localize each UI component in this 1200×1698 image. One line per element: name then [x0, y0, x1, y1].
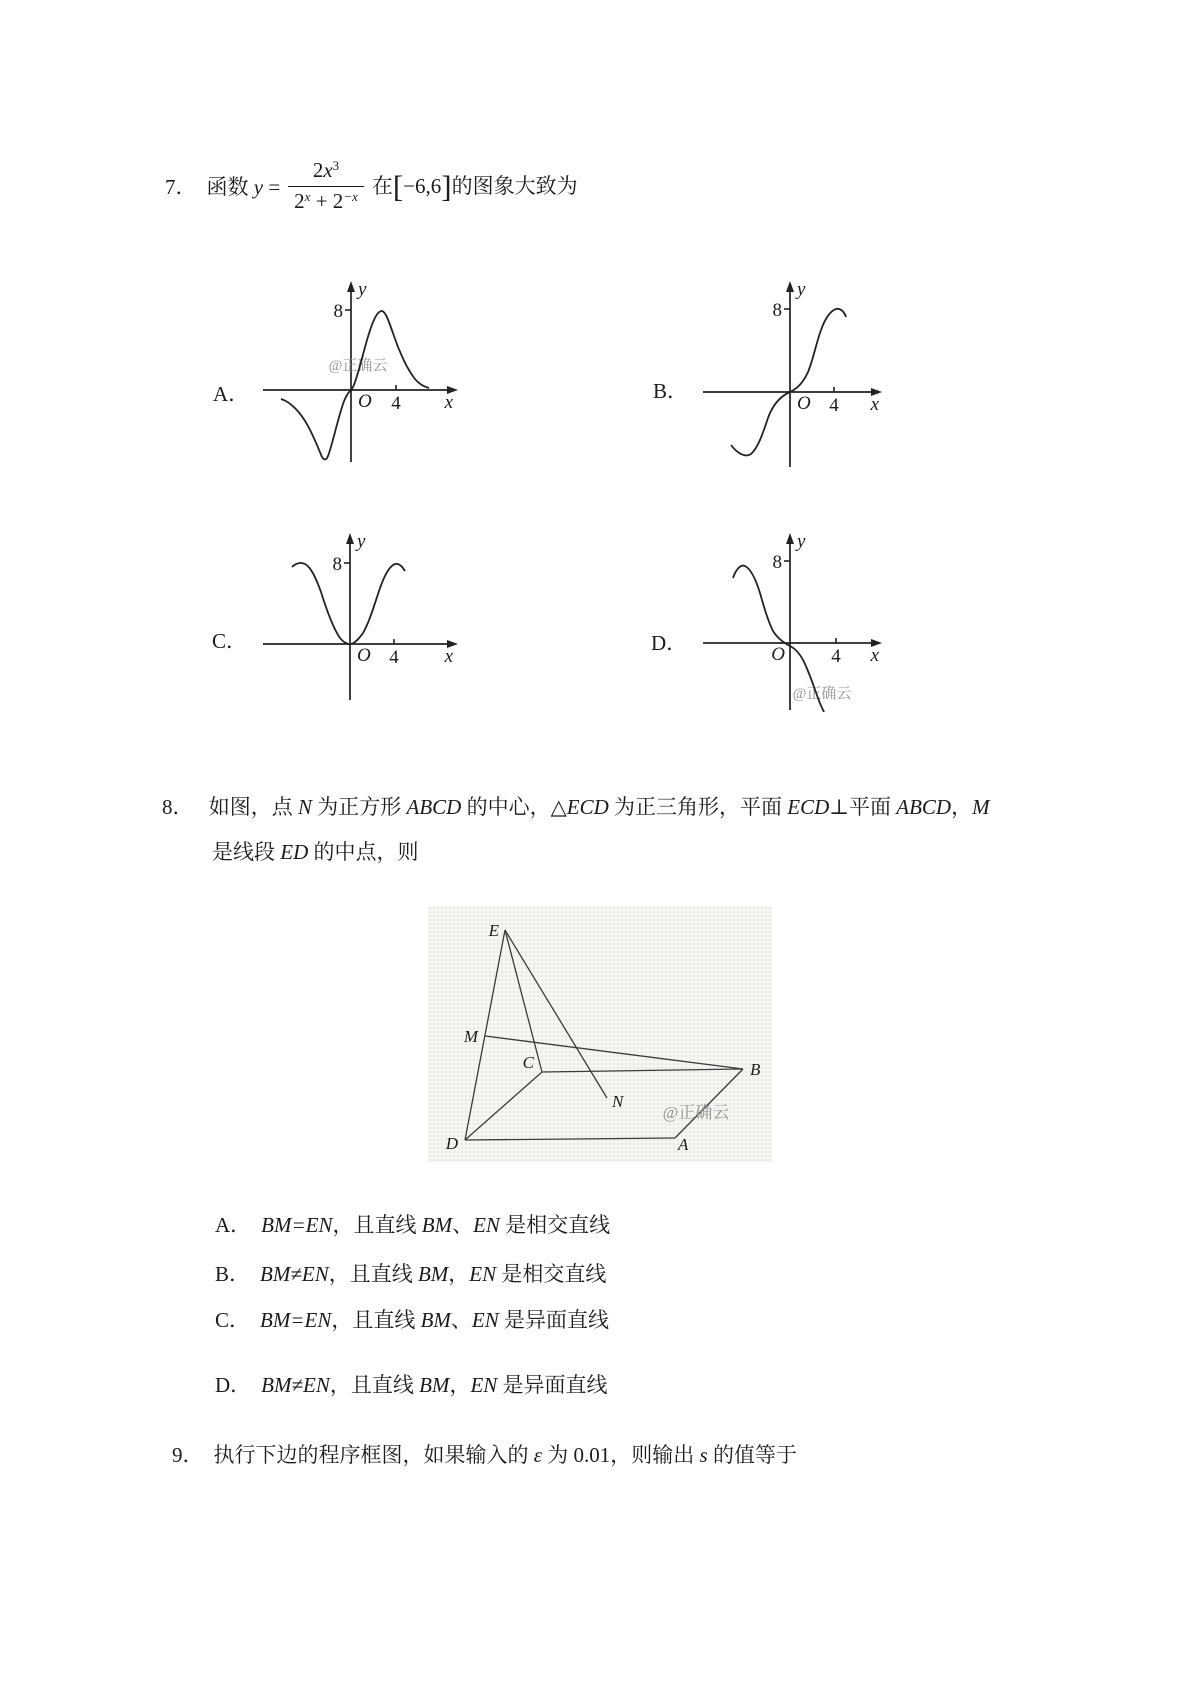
graph-a	[255, 278, 465, 465]
q8-option-a-letter: A．	[215, 1213, 252, 1237]
question-7-suffix: 在[−6,6]的图象大致为	[371, 169, 578, 204]
q8-option-c-letter: C．	[215, 1308, 251, 1332]
vertex-label-M: M	[463, 1027, 478, 1046]
origin-label: O	[357, 645, 371, 666]
question-8-line1-text: 如图，点 N 为正方形 ABCD 的中心，△ECD 为正三角形，平面 ECD⊥平面 ABCD，M	[208, 795, 990, 819]
y-tick-label: 8	[332, 554, 342, 575]
edge-CB	[542, 1069, 743, 1072]
x-tick-label: 4	[389, 647, 399, 668]
origin-label: O	[358, 391, 372, 412]
vertex-label-D: D	[445, 1134, 458, 1153]
question-8-stem-line1	[162, 795, 990, 820]
graph-option-a-letter: A．	[213, 382, 250, 406]
x-tick-label: 4	[829, 395, 839, 416]
y-axis-arrow-icon	[346, 533, 354, 544]
y-axis-label: y	[797, 531, 806, 552]
vertex-label-N: N	[612, 1092, 624, 1111]
question-7-lead: 函数 y =	[206, 175, 281, 199]
question-9-number: 9．	[172, 1443, 204, 1467]
edge-EC	[505, 930, 542, 1072]
y-tick-label: 8	[333, 301, 343, 322]
q8-option-c	[215, 1308, 609, 1333]
origin-label: O	[771, 644, 785, 665]
graph-c	[255, 530, 465, 702]
vertex-label-C: C	[522, 1053, 534, 1072]
x-axis-label: x	[870, 394, 879, 415]
edge-DA	[465, 1138, 675, 1140]
q8-option-d-letter: D．	[215, 1373, 252, 1397]
q8-option-b-letter: B．	[215, 1262, 251, 1286]
question-7-stem	[165, 150, 578, 222]
q8-option-a-text: BM=EN，且直线 BM、EN 是相交直线	[261, 1213, 611, 1237]
graph-b	[695, 278, 885, 470]
origin-label: O	[797, 393, 811, 414]
q8-option-b-text: BM≠EN，且直线 BM，EN 是相交直线	[260, 1262, 607, 1286]
function-curve	[731, 309, 846, 456]
watermark: @正确云	[328, 358, 388, 374]
y-axis-label: y	[358, 279, 367, 300]
q8-option-d	[215, 1373, 608, 1398]
graph-option-c-letter: C．	[212, 629, 248, 653]
q8-option-d-text: BM≠EN，且直线 BM，EN 是异面直线	[261, 1373, 608, 1397]
graph-option-d-letter: D．	[651, 631, 688, 655]
question-9-stem	[172, 1443, 797, 1468]
x-tick-label: 4	[831, 646, 841, 667]
y-axis-label: y	[797, 279, 806, 300]
q7-fraction-numerator: $2x^3$	[312, 157, 340, 182]
q8-option-b	[215, 1262, 606, 1287]
function-curve	[281, 311, 429, 460]
q8-figure-drawing	[428, 906, 772, 1162]
question-8-number: 8．	[162, 795, 194, 819]
q7-fraction	[288, 158, 364, 214]
q8-geometry-figure	[428, 906, 772, 1162]
q8-option-c-text: BM=EN，且直线 BM、EN 是异面直线	[260, 1308, 610, 1332]
y-axis-arrow-icon	[786, 533, 794, 544]
vertex-label-A: A	[678, 1135, 689, 1154]
question-7-number: 7．	[165, 175, 197, 199]
y-axis-arrow-icon	[786, 281, 794, 292]
y-tick-label: 8	[772, 300, 782, 321]
edge-EN	[505, 930, 607, 1098]
q7-fraction-denominator: $2^x + 2^{-x}$	[288, 186, 364, 214]
vertex-label-E: E	[488, 921, 499, 940]
y-axis-arrow-icon	[347, 281, 355, 292]
question-9-text: 执行下边的程序框图，如果输入的 ε 为 0.01，则输出 s 的值等于	[213, 1443, 797, 1467]
watermark: @正确云	[662, 1103, 730, 1122]
y-axis-label: y	[357, 531, 366, 552]
question-8-stem-line2: 是线段 ED 的中点，则	[212, 840, 419, 864]
y-tick-label: 8	[772, 552, 782, 573]
function-curve	[292, 563, 405, 644]
watermark: @正确云	[792, 686, 852, 702]
graph-d	[695, 530, 885, 712]
vertex-label-B: B	[750, 1060, 761, 1079]
q8-option-a	[215, 1213, 610, 1238]
x-axis-label: x	[870, 645, 879, 666]
x-tick-label: 4	[391, 393, 401, 414]
x-axis-label: x	[444, 392, 453, 413]
x-axis-label: x	[444, 646, 453, 667]
graph-option-b-letter: B．	[653, 379, 689, 403]
